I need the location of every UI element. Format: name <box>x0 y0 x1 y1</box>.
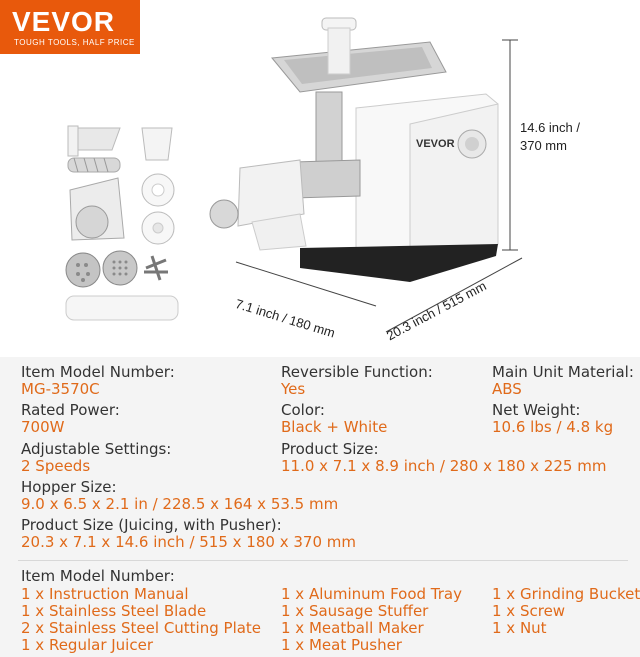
package-item: 1 x Meat Pusher <box>281 636 402 654</box>
package-item: 1 x Regular Juicer <box>21 636 153 654</box>
settings-label: Adjustable Settings: <box>21 440 172 458</box>
package-item: 1 x Screw <box>492 602 566 620</box>
specs-panel <box>0 357 640 657</box>
depth-dimension: 20.3 inch / 515 mm <box>384 278 489 344</box>
package-item: 1 x Instruction Manual <box>21 585 189 603</box>
package-item: 1 x Stainless Steel Blade <box>21 602 207 620</box>
logo-tagline: TOUGH TOOLS, HALF PRICE <box>14 38 135 47</box>
package-item: 1 x Sausage Stuffer <box>281 602 429 620</box>
reversible-label: Reversible Function: <box>281 363 433 381</box>
juicing-label: Product Size (Juicing, with Pusher): <box>21 516 282 534</box>
package-item: 1 x Aluminum Food Tray <box>281 585 462 603</box>
height-dimension-mm: 370 mm <box>520 138 567 153</box>
power-label: Rated Power: <box>21 401 120 419</box>
height-dimension: 14.6 inch / <box>520 120 580 135</box>
package-item: 1 x Nut <box>492 619 547 637</box>
meat-grinder <box>210 18 498 282</box>
power-value: 700W <box>21 418 65 436</box>
model-value: MG-3570C <box>21 380 100 398</box>
model-label: Item Model Number: <box>21 363 175 381</box>
weight-label: Net Weight: <box>492 401 581 419</box>
hopper-label: Hopper Size: <box>21 478 117 496</box>
reversible-value: Yes <box>281 380 306 398</box>
weight-value: 10.6 lbs / 4.8 kg <box>492 418 614 436</box>
logo-brand: VEVOR <box>12 6 116 37</box>
size-value: 11.0 x 7.1 x 8.9 inch / 280 x 180 x 225 mm <box>281 457 607 475</box>
package-item: 2 x Stainless Steel Cutting Plate <box>21 619 262 637</box>
material-value: ABS <box>492 380 522 398</box>
material-label: Main Unit Material: <box>492 363 634 381</box>
width-dimension: 7.1 inch / 180 mm <box>233 296 337 341</box>
package-label: Item Model Number: <box>21 567 175 585</box>
product-badge: VEVOR <box>416 138 455 150</box>
size-label: Product Size: <box>281 440 379 458</box>
color-value: Black + White <box>281 418 388 436</box>
settings-value: 2 Speeds <box>21 457 91 475</box>
accessories-group <box>66 126 178 320</box>
package-item: 1 x Grinding Bucket <box>492 585 640 603</box>
juicing-value: 20.3 x 7.1 x 14.6 inch / 515 x 180 x 370 mm <box>21 533 356 551</box>
divider <box>18 560 628 561</box>
hopper-value: 9.0 x 6.5 x 2.1 in / 228.5 x 164 x 53.5 mm <box>21 495 339 513</box>
package-item: 1 x Meatball Maker <box>281 619 424 637</box>
color-label: Color: <box>281 401 325 419</box>
